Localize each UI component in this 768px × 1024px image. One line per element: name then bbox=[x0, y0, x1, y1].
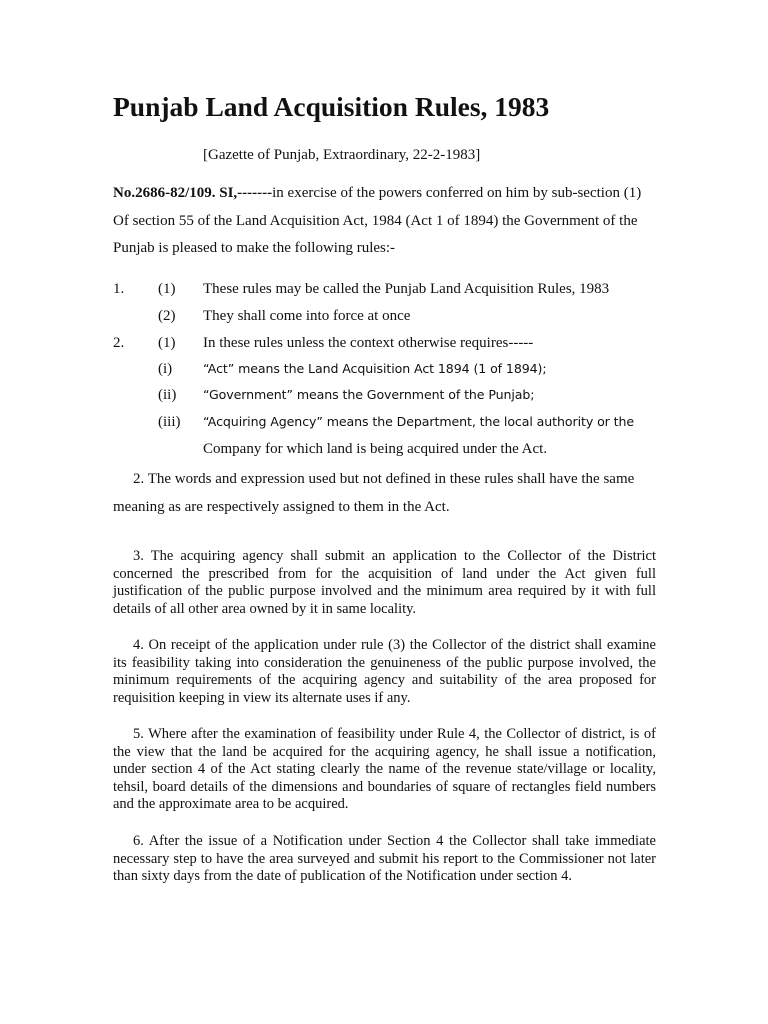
definition-text: “Act” means the Land Acquisition Act 1894 (1 of 1894); bbox=[203, 361, 547, 376]
rule-2-sub-2-line-2: meaning as are respectively assigned to them in the Act. bbox=[113, 498, 450, 515]
rule-number: 2. bbox=[113, 335, 125, 351]
rule-number: 1. bbox=[113, 281, 125, 297]
definition-label: (ii) bbox=[158, 387, 177, 403]
notification-number: No.2686-82/109. SI,------- bbox=[113, 185, 273, 201]
gazette-reference: [Gazette of Punjab, Extraordinary, 22-2-1983] bbox=[203, 147, 481, 163]
definition-text: “Acquiring Agency” means the Department, the local authority or the bbox=[203, 414, 635, 429]
sub-rule-label: (1) bbox=[158, 335, 176, 351]
document-title: Punjab Land Acquisition Rules, 1983 bbox=[113, 91, 550, 122]
sub-rule-label: (2) bbox=[158, 308, 176, 324]
notification-intro bbox=[113, 180, 658, 263]
definition-label: (iii) bbox=[158, 414, 181, 430]
definition-text: “Government” means the Government of the Punjab; bbox=[203, 387, 535, 402]
intro-line-2: Of section 55 of the Land Acquisition Act, 1984 (Act 1 of 1894) the Government of the bbox=[113, 212, 638, 229]
rule-4-paragraph: 4. On receipt of the application under rule (3) the Collector of the district shall examine its feasibility taking into consideration the genuineness of the public purpose involved, the minimum requirements of the acquiring agency and suitability of the area proposed for requisition keeping in view its alternate uses if any. bbox=[113, 637, 656, 706]
rule-6-paragraph: 6. After the issue of a Notification under Section 4 the Collector shall take immediate necessary step to have the area surveyed and submit his report to the Commissioner not later than sixty days from the date of publication of the Notification under section 4. bbox=[113, 833, 656, 885]
intro-line-3: Punjab is pleased to make the following rules:- bbox=[113, 240, 396, 256]
rule-2-sub-2 bbox=[113, 466, 658, 521]
sub-rule-text: In these rules unless the context otherwise requires----- bbox=[203, 335, 534, 351]
rule-5-paragraph: 5. Where after the examination of feasibility under Rule 4, the Collector of district, is of the view that the land be acquired for the acquiring agency, he shall issue a notification, under section 4 of the Act stating clearly the name of the revenue state/village or locality, tehsil, board details of the dimensions and boundaries of square of rectangles field numbers and the approximate area to be acquired. bbox=[113, 726, 656, 813]
sub-rule-text: They shall come into force at once bbox=[203, 308, 411, 324]
intro-line-1 bbox=[113, 180, 658, 208]
sub-rule-label: (1) bbox=[158, 281, 176, 297]
rule-3-paragraph: 3. The acquiring agency shall submit an application to the Collector of the District concerned the prescribed from for the acquisition of land under the Act given full justification of the public purpose involved and the minimum area required by it with full details of all other area owned by it in same locality. bbox=[113, 548, 656, 617]
rule-2-sub-2-line-1: 2. The words and expression used but not defined in these rules shall have the same bbox=[133, 471, 635, 487]
intro-line-1-text: in exercise of the powers conferred on him by sub-section (1) bbox=[272, 185, 642, 201]
definition-label: (i) bbox=[158, 361, 173, 377]
definition-text-continued: Company for which land is being acquired under the Act. bbox=[203, 441, 548, 457]
sub-rule-text: These rules may be called the Punjab Land Acquisition Rules, 1983 bbox=[203, 281, 610, 297]
